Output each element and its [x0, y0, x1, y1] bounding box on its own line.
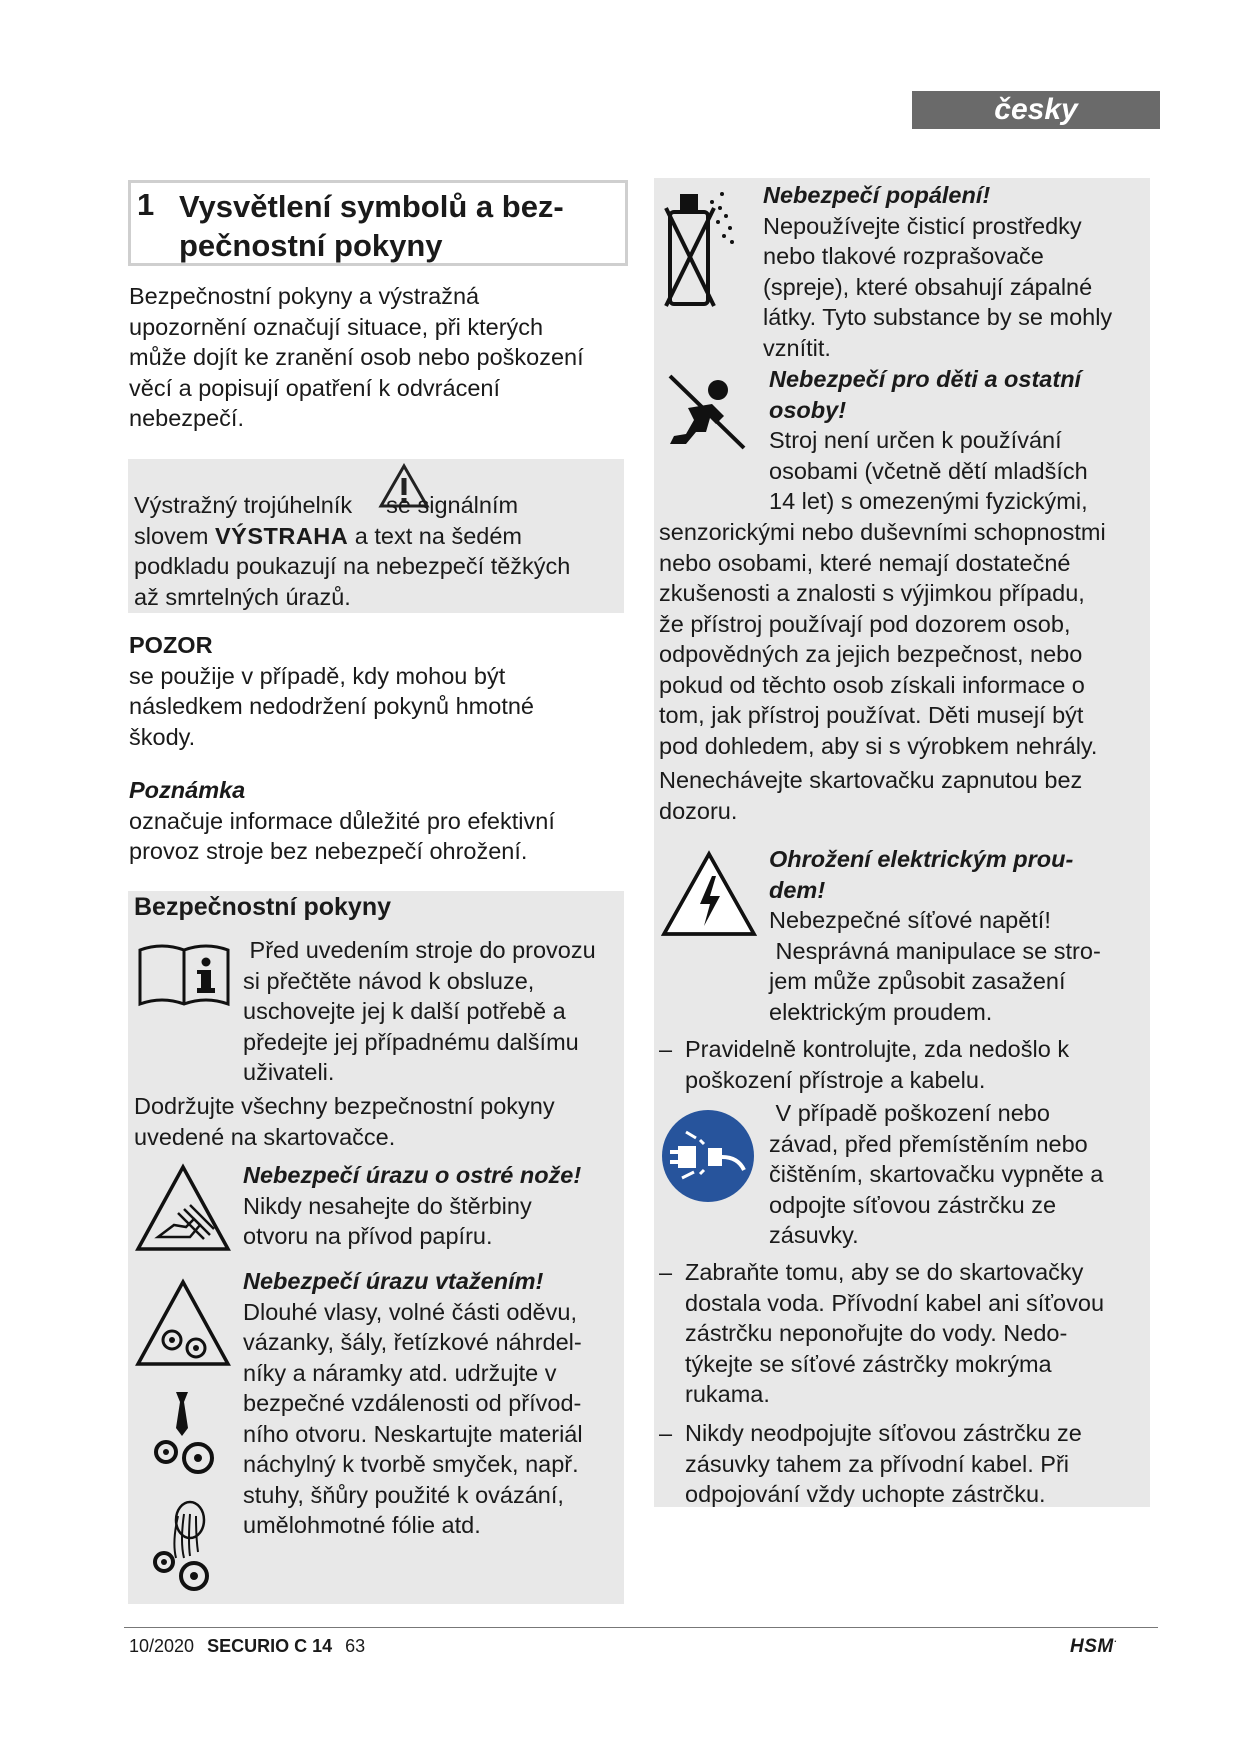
- section-title-line: pečnostní pokyny: [179, 228, 443, 263]
- text-line: dostala voda. Přívodní kabel ani síťovou: [685, 1289, 1105, 1316]
- poznamka-block: [129, 775, 629, 867]
- text-line: uvedené na skartovačce.: [134, 1123, 396, 1150]
- text-line: [134, 490, 614, 521]
- hair-pull-in-icon: [146, 1498, 222, 1594]
- no-children-icon: [666, 372, 748, 452]
- text-line: Pravidelně kontrolujte, zda nedošlo k: [685, 1036, 1070, 1062]
- text-line: odpojování vždy uchopte zástrčku.: [685, 1481, 1046, 1507]
- poznamka-title: Poznámka: [129, 777, 246, 803]
- children-warning-text: [659, 517, 1149, 826]
- bullet-item: [659, 1257, 1149, 1410]
- text-line: Před uvedením stroje do provozu: [243, 937, 596, 963]
- brand-logo: HSM·: [1070, 1636, 1118, 1657]
- bullet-dash: –: [659, 1420, 673, 1446]
- text-span: a text na šedém: [354, 522, 522, 549]
- unplug-mandatory-icon: [660, 1108, 756, 1204]
- text-line: Nikdy neodpojujte síťovou zástrčku ze: [685, 1420, 1082, 1446]
- text-line: Zabraňte tomu, aby se do skartovačky: [685, 1259, 1084, 1285]
- signal-word: VÝSTRAHA: [214, 522, 349, 549]
- text-line: stuhy, šňůry použité k ovázání,: [243, 1481, 564, 1508]
- text-line: až smrtelných úrazů.: [134, 583, 351, 610]
- unplug-text: [769, 1098, 1149, 1251]
- manual-text: [243, 935, 623, 1088]
- text-line: škody.: [129, 723, 196, 750]
- text-line: si přečtěte návod k obsluze,: [243, 967, 535, 994]
- text-span: Výstražný trojúhelník: [134, 492, 353, 518]
- text-line: zástrčku neponořujte do vody. Nedo-: [685, 1320, 1068, 1346]
- blade-warning-title: Nebezpečí úrazu o ostré nože!: [243, 1162, 582, 1188]
- electric-warning-title: Ohrožení elektrickým prou-: [769, 846, 1074, 872]
- text-line: osobami (včetně dětí mladších: [769, 457, 1088, 484]
- bullet-item: [659, 1034, 1149, 1095]
- tie-pull-in-icon: [146, 1388, 222, 1480]
- text-line: zásuvky tahem za přívodní kabel. Při: [685, 1450, 1070, 1477]
- text-line: V případě poškození nebo: [769, 1100, 1050, 1126]
- text-line: jem může způsobit zasažení: [769, 968, 1066, 994]
- text-line: Dlouhé vlasy, volné části oděvu,: [243, 1298, 577, 1325]
- text-line: Nikdy nesahejte do štěrbiny: [243, 1192, 532, 1219]
- text-line: Bezpečnostní pokyny a výstražná: [129, 283, 480, 309]
- text-line: dozoru.: [659, 797, 738, 824]
- children-warning-title: Nebezpečí pro děti a ostatní: [769, 366, 1082, 392]
- footer-product: SECURIO C 14: [207, 1636, 333, 1656]
- text-line: Dodržujte všechny bezpečnostní pokyny: [134, 1093, 555, 1119]
- text-line: ního otvoru. Neskartujte materiál: [243, 1420, 583, 1447]
- electric-warning-title: dem!: [769, 876, 826, 903]
- text-line: 14 let) s omezenými fyzickými,: [769, 488, 1088, 514]
- text-line: nebo tlakové rozprašovače: [763, 243, 1044, 269]
- intro-paragraph: [129, 281, 629, 434]
- children-warning-heading: [769, 364, 1149, 517]
- bullet-dash: –: [659, 1259, 673, 1285]
- text-line: poškození přístroje a kabelu.: [685, 1066, 986, 1093]
- text-span: slovem: [134, 522, 209, 549]
- text-line: Nebezpečné síťové napětí!: [769, 907, 1051, 933]
- warning-explanation-text: [134, 490, 614, 612]
- section-title-line: Vysvětlení symbolů a bez-: [179, 189, 564, 224]
- text-line: zásuvky.: [769, 1222, 859, 1248]
- text-line: (spreje), které obsahují zápalné: [763, 273, 1093, 300]
- text-line: závad, před přemístěním nebo: [769, 1130, 1088, 1157]
- text-line: označuje informace důležité pro efektivní: [129, 807, 555, 834]
- text-line: rukama.: [685, 1381, 770, 1407]
- text-line: čištěním, skartovačku vypněte a: [769, 1161, 1104, 1187]
- text-line: elektrickým proudem.: [769, 998, 993, 1025]
- electric-shock-warning-icon: [660, 850, 758, 938]
- bullet-item: [659, 1418, 1149, 1510]
- text-line: že přístroj používají pod dozorem osob,: [659, 610, 1071, 637]
- text-line: odpovědných za jejich bezpečnost, nebo: [659, 641, 1083, 667]
- text-line: bezpečné vzdálenosti od přívod-: [243, 1390, 582, 1416]
- footer-page-number: 63: [345, 1636, 366, 1656]
- text-line: vznítit.: [763, 334, 831, 361]
- footer-divider: [124, 1627, 1158, 1628]
- text-line: [134, 521, 614, 552]
- text-line: senzorickými nebo duševními schopnostmi: [659, 519, 1106, 545]
- text-line: Nesprávná manipulace se stro-: [769, 937, 1101, 964]
- bullet-dash: –: [659, 1036, 673, 1062]
- no-spray-icon: [660, 186, 740, 310]
- fire-warning-text: [763, 180, 1153, 363]
- section-title: [179, 187, 609, 265]
- electric-warning-text: [769, 844, 1149, 1027]
- text-line: Nepoužívejte čisticí prostředky: [763, 212, 1082, 239]
- blade-warning-text: [243, 1160, 623, 1252]
- text-line: následkem nedodržení pokynů hmotné: [129, 693, 534, 719]
- footer-date: 10/2020: [129, 1636, 195, 1656]
- text-line: pokud od těchto osob získali informace o: [659, 671, 1085, 698]
- text-line: látky. Tyto substance by se mohly: [763, 304, 1113, 330]
- text-line: může dojít ke zranění osob nebo poškození: [129, 344, 584, 370]
- text-line: zkušenosti a znalosti s výjimkou případu,: [659, 580, 1085, 606]
- text-line: vázanky, šály, řetízkové náhrdel-: [243, 1329, 582, 1355]
- text-line: pod dohledem, aby si s výrobkem nehrály.: [659, 732, 1098, 759]
- text-line: upozornění označují situace, při kterých: [129, 313, 544, 340]
- text-line: podkladu poukazují na nebezpečí těžkých: [134, 553, 571, 579]
- observe-text: [134, 1091, 624, 1152]
- pull-in-warning-title: Nebezpečí úrazu vtažením!: [243, 1268, 544, 1294]
- text-line: otvoru na přívod papíru.: [243, 1223, 493, 1249]
- text-line: Nenechávejte skartovačku zapnutou bez: [659, 767, 1083, 793]
- text-line: umělohmotné fólie atd.: [243, 1512, 481, 1538]
- pozor-title: POZOR: [129, 632, 213, 658]
- sharp-blades-warning-icon: [134, 1163, 232, 1253]
- text-span: se signálním: [386, 492, 519, 518]
- safety-title: Bezpečnostní pokyny: [134, 893, 391, 921]
- text-line: Stroj není určen k používání: [769, 427, 1062, 453]
- read-manual-icon: [136, 942, 232, 1010]
- text-line: věcí a popisují opatření k odvrácení: [129, 374, 500, 401]
- text-line: tom, jak přístroj používat. Děti musejí být: [659, 702, 1084, 728]
- text-line: týkejte se síťové zástrčky mokrýma: [685, 1350, 1052, 1377]
- text-line: níky a náramky atd. udržujte v: [243, 1359, 557, 1386]
- text-line: provoz stroje bez nebezpečí ohrožení.: [129, 838, 528, 864]
- text-line: odpojte síťovou zástrčku ze: [769, 1191, 1057, 1218]
- text-line: se použije v případě, kdy mohou být: [129, 662, 506, 689]
- brand-text: HSM: [1070, 1636, 1114, 1657]
- language-label: česky: [912, 91, 1160, 129]
- section-title-box: [128, 180, 628, 266]
- text-line: nebo osobami, které nemají dostatečné: [659, 549, 1071, 576]
- pozor-block: [129, 630, 629, 752]
- text-line: uschovejte jej k další potřebě a: [243, 998, 566, 1024]
- fire-warning-title: Nebezpečí popálení!: [763, 182, 991, 208]
- text-line: nebezpečí.: [129, 405, 244, 431]
- text-line: náchylný k tvorbě smyček, např.: [243, 1451, 579, 1477]
- pull-in-warning-icon: [134, 1278, 232, 1368]
- text-line: uživateli.: [243, 1059, 335, 1085]
- section-number: 1: [137, 187, 155, 222]
- children-warning-title: osoby!: [769, 396, 847, 423]
- pull-in-warning-text: [243, 1266, 623, 1541]
- footer-info: [129, 1636, 365, 1657]
- text-line: předejte jej případnému dalšímu: [243, 1028, 579, 1055]
